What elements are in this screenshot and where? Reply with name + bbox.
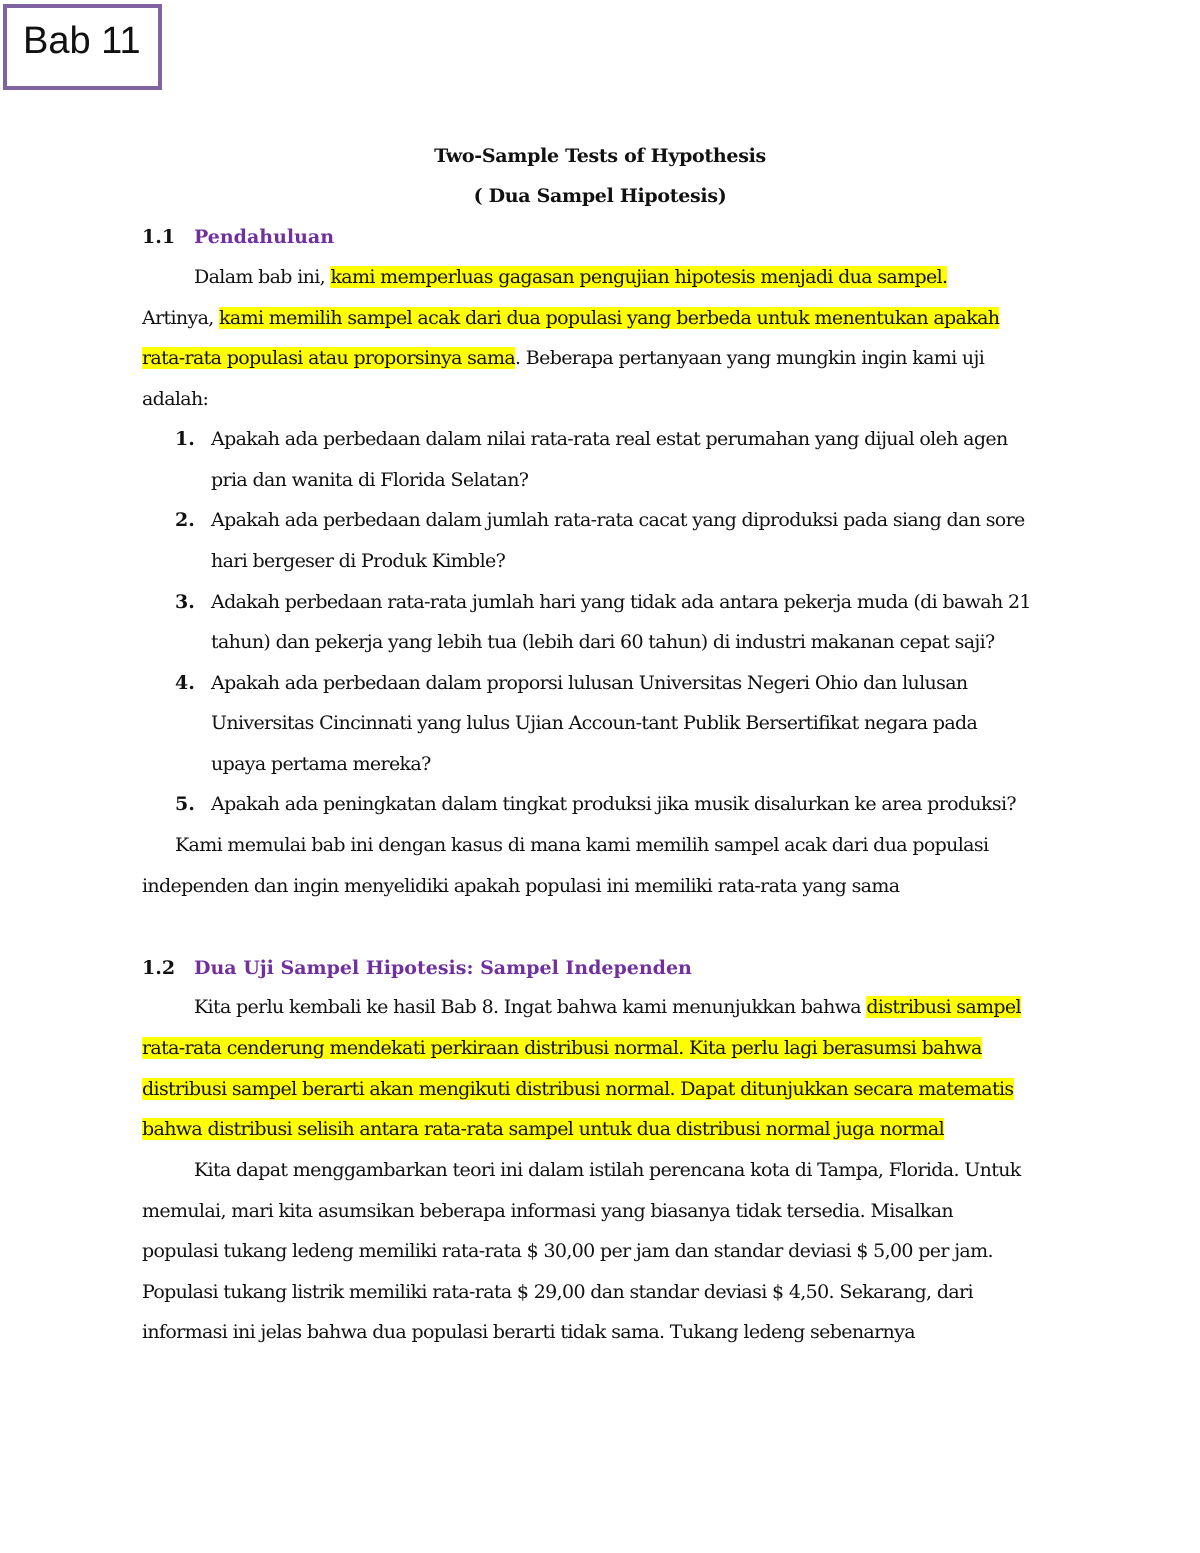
paragraph-line [142,1034,982,1062]
list-item-line: Adakah perbedaan rata-rata jumlah hari yang tidak ada antara pekerja muda (di bawah 21 [211,591,1031,613]
chapter-label: Bab 11 [23,20,141,62]
text-run: Dalam bab ini, [194,266,331,288]
text-run: . Beberapa pertanyaan yang mungkin ingin kami uji [515,347,985,369]
paragraph-line [142,304,999,332]
highlighted-text: distribusi sampel [866,996,1021,1018]
paragraph-line [194,263,947,291]
highlighted-text: rata-rata cenderung mendekati perkiraan distribusi normal. Kita perlu lagi berasumsi bahwa [142,1037,982,1059]
paragraph-line: informasi ini jelas bahwa dua populasi berarti tidak sama. Tukang ledeng sebenarnya [142,1321,915,1343]
list-item-line: pria dan wanita di Florida Selatan? [211,469,529,491]
list-item-line: Apakah ada perbedaan dalam jumlah rata-rata cacat yang diproduksi pada siang dan sore [211,509,1025,531]
list-number: 5. [175,793,195,815]
text-run: Artinya, [142,307,220,329]
section-2-number: 1.2 [142,957,176,979]
highlighted-text: distribusi sampel berarti akan mengikuti distribusi normal. Dapat ditunjukkan secara matematis [142,1078,1014,1100]
section-2-heading: Dua Uji Sampel Hipotesis: Sampel Independen [194,957,692,979]
document-subtitle: ( Dua Sampel Hipotesis) [473,185,727,207]
list-item-line: hari bergeser di Produk Kimble? [211,550,506,572]
list-number: 4. [175,672,195,694]
highlighted-text: kami memilih sampel acak dari dua populasi yang berbeda untuk menentukan apakah [219,307,1000,329]
paragraph-line [142,1115,944,1143]
paragraph-line [142,1075,1014,1103]
list-number: 3. [175,591,195,613]
list-number: 2. [175,509,195,531]
paragraph-line: populasi tukang ledeng memiliki rata-rata $ 30,00 per jam dan standar deviasi $ 5,00 per jam. [142,1240,993,1262]
paragraph-line: independen dan ingin menyelidiki apakah populasi ini memiliki rata-rata yang sama [142,875,900,897]
section-1-heading: Pendahuluan [194,226,335,248]
list-item-line: Apakah ada peningkatan dalam tingkat produksi jika musik disalurkan ke area produksi? [211,793,1016,815]
list-item-line: Apakah ada perbedaan dalam proporsi lulusan Universitas Negeri Ohio dan lulusan [211,672,968,694]
paragraph-line [194,993,1021,1021]
highlighted-text: kami memperluas gagasan pengujian hipotesis menjadi dua sampel. [330,266,948,288]
list-item-line: tahun) dan pekerja yang lebih tua (lebih dari 60 tahun) di industri makanan cepat saji? [211,631,995,653]
highlighted-text: rata-rata populasi atau proporsinya sama [142,347,516,369]
list-item-line: Apakah ada perbedaan dalam nilai rata-rata real estat perumahan yang dijual oleh agen [211,428,1008,450]
paragraph-line: Populasi tukang listrik memiliki rata-rata $ 29,00 dan standar deviasi $ 4,50. Sekarang, dari [142,1281,973,1303]
text-run: Kita perlu kembali ke hasil Bab 8. Ingat bahwa kami menunjukkan bahwa [194,996,867,1018]
paragraph-line: Kita dapat menggambarkan teori ini dalam istilah perencana kota di Tampa, Florida. Untuk [194,1159,1021,1181]
paragraph-line [142,344,984,372]
list-number: 1. [175,428,195,450]
section-1-number: 1.1 [142,226,176,248]
paragraph-line: adalah: [142,388,209,410]
document-title: Two-Sample Tests of Hypothesis [434,145,766,167]
list-item-line: Universitas Cincinnati yang lulus Ujian Accoun-tant Publik Bersertifikat negara pada [211,712,978,734]
chapter-label-box [3,4,162,90]
list-item-line: upaya pertama mereka? [211,753,431,775]
paragraph-line: memulai, mari kita asumsikan beberapa informasi yang biasanya tidak tersedia. Misalkan [142,1200,954,1222]
paragraph-line: Kami memulai bab ini dengan kasus di mana kami memilih sampel acak dari dua populasi [175,834,989,856]
highlighted-text: bahwa distribusi selisih antara rata-rata sampel untuk dua distribusi normal juga normal [142,1118,945,1140]
